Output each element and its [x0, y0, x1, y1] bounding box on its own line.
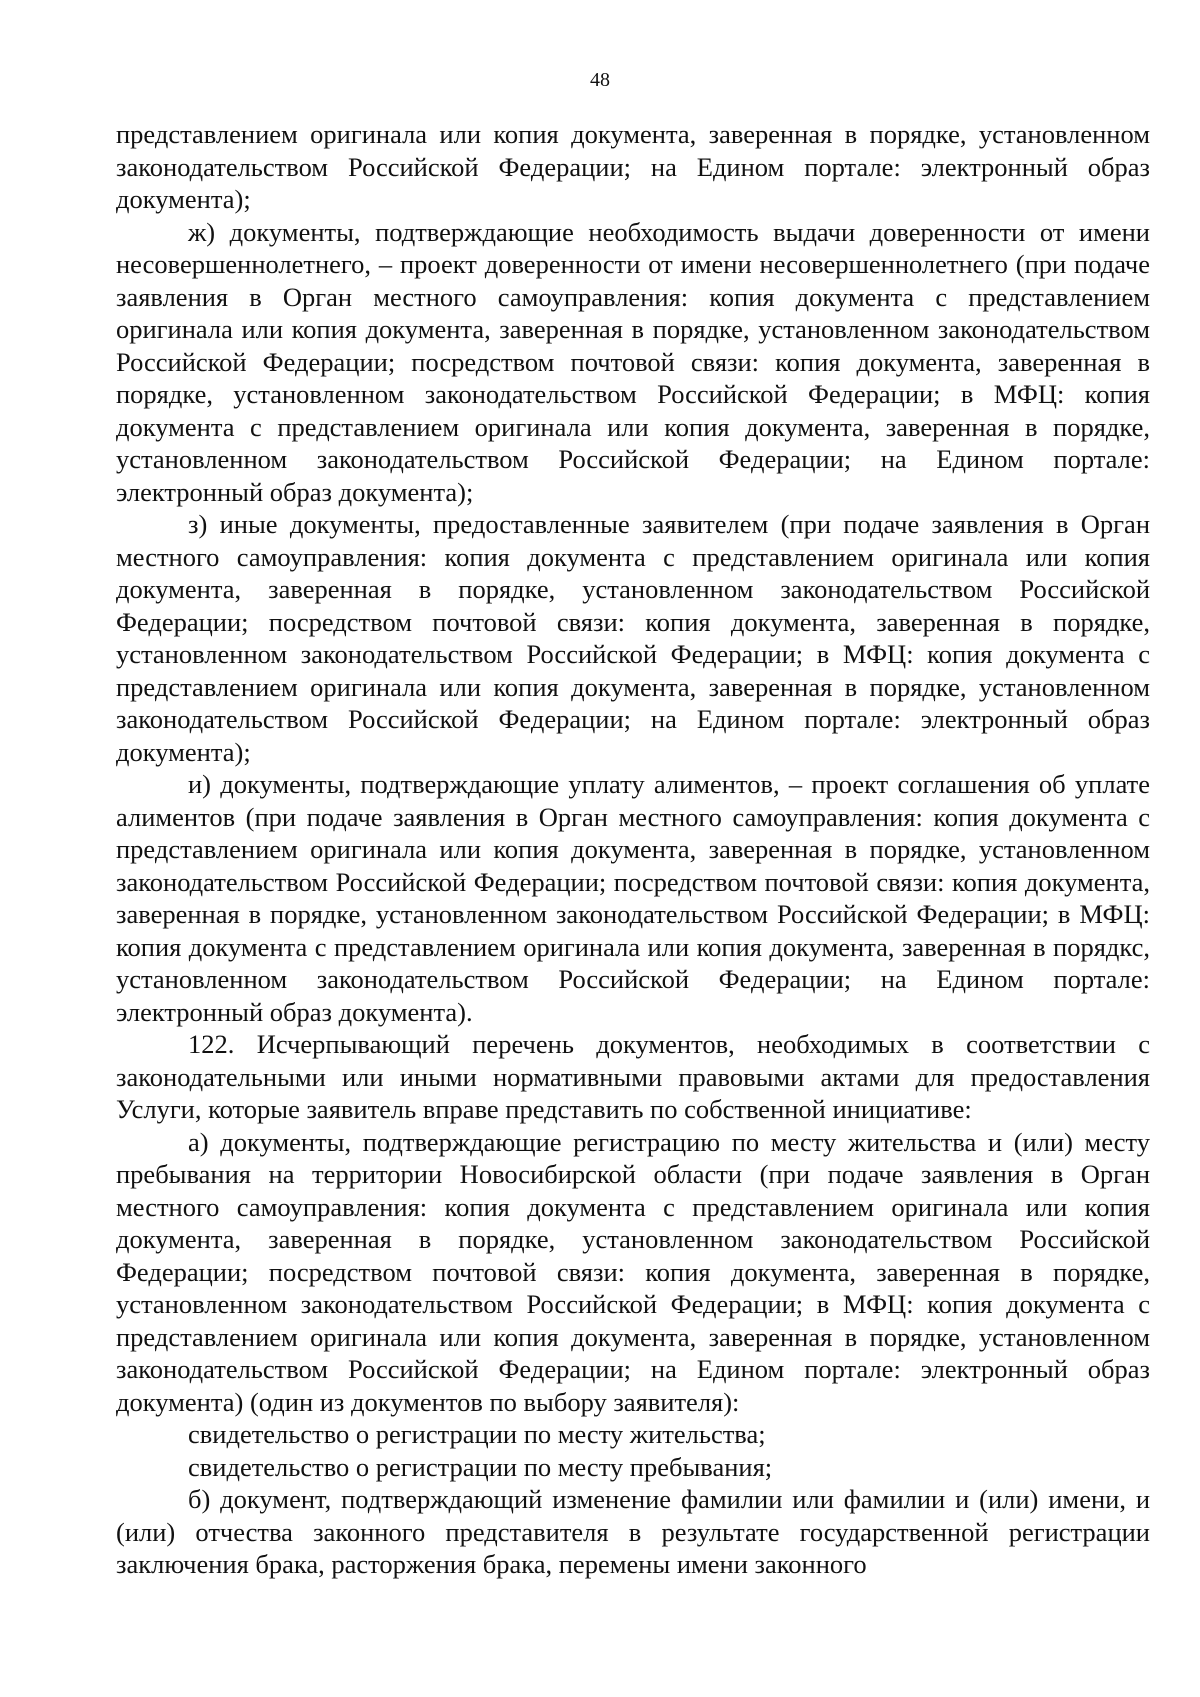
paragraph-item-b: б) документ, подтверждающий изменение фамилии или фамилии и (или) имени, и (или) отчества законного представителя в результате государственной регистрации заключения брака, расторжения брака, перемены имени законного — [116, 1484, 1150, 1579]
paragraph-item-zh: ж) документы, подтверждающие необходимость выдачи доверенности от имени несовершеннолетнего, – проект доверенности от имени несовершеннолетнего (при подаче заявления в Орган местного самоуправления: копия документа с представлением оригинала или копия документа, заверенная в порядке, установленном законодательством Российской Федерации; посредством почтовой связи: копия документа, заверенная в порядке, установленном законодательством Российской Федерации; в МФЦ: копия документа с представлением оригинала или копия документа, заверенная в порядке, установленном законодательством Российской Федерации; на Едином портале: электронный образ документа); — [116, 216, 1150, 507]
paragraph-stay-certificate: свидетельство о регистрации по месту пребывания; — [188, 1451, 773, 1482]
paragraph-residence-certificate: свидетельство о регистрации по месту жительства; — [188, 1419, 766, 1449]
paragraph-continuation: представлением оригинала или копия документа, заверенная в порядке, установленном законодательством Российской Федерации; на Едином портале: электронный образ документа); — [116, 119, 1150, 214]
paragraph-item-z: з) иные документы, предоставленные заявителем (при подаче заявления в Орган местного самоуправления: копия документа с представлением оригинала или копия документа, заверенная в порядке, установленном законодательством Российской Федерации; посредством почтовой связи: копия документа, заверенная в порядке, установленном законодательством Российской Федерации; в МФЦ: копия документа с представлением оригинала или копия документа, заверенная в порядке, установленном законодательством Российской Федерации; на Едином портале: электронный образ документа); — [116, 509, 1150, 767]
paragraph-item-a: а) документы, подтверждающие регистрацию по месту жительства и (или) месту пребывания на территории Новосибирской области (при подаче заявления в Орган местного самоуправления: копия документа с представлением оригинала или копия документа, заверенная в порядке, установленном законодательством Российской Федерации; посредством почтовой связи: копия документа, заверенная в порядке, установленном законодательством Российской Федерации; в МФЦ: копия документа с представлением оригинала или копия документа, заверенная в порядке, установленном законодательством Российской Федерации; на Едином портале: электронный образ документа) (один из документов по выбору заявителя): — [116, 1126, 1150, 1417]
page-number: 48 — [590, 69, 610, 91]
document-body — [116, 118, 1150, 1581]
paragraph-section-122: 122. Исчерпывающий перечень документов, необходимых в соответствии с законодательными или иными нормативными правовыми актами для предоставления Услуги, которые заявитель вправе представить по собственной инициативе: — [116, 1029, 1150, 1124]
paragraph-item-i: и) документы, подтверждающие уплату алиментов, – проект соглашения об уплате алиментов (при подаче заявления в Орган местного самоуправления: копия документа с представлением оригинала или копия документа, заверенная в порядке, установленном законодательством Российской Федерации; посредством почтовой связи: копия документа, заверенная в порядке, установленном законодательством Российской Федерации; в МФЦ: копия документа с представлением оригинала или копия документа, заверенная в порядкс, установленном законодательством Российской Федерации; на Едином портале: электронный образ документа). — [116, 769, 1150, 1027]
